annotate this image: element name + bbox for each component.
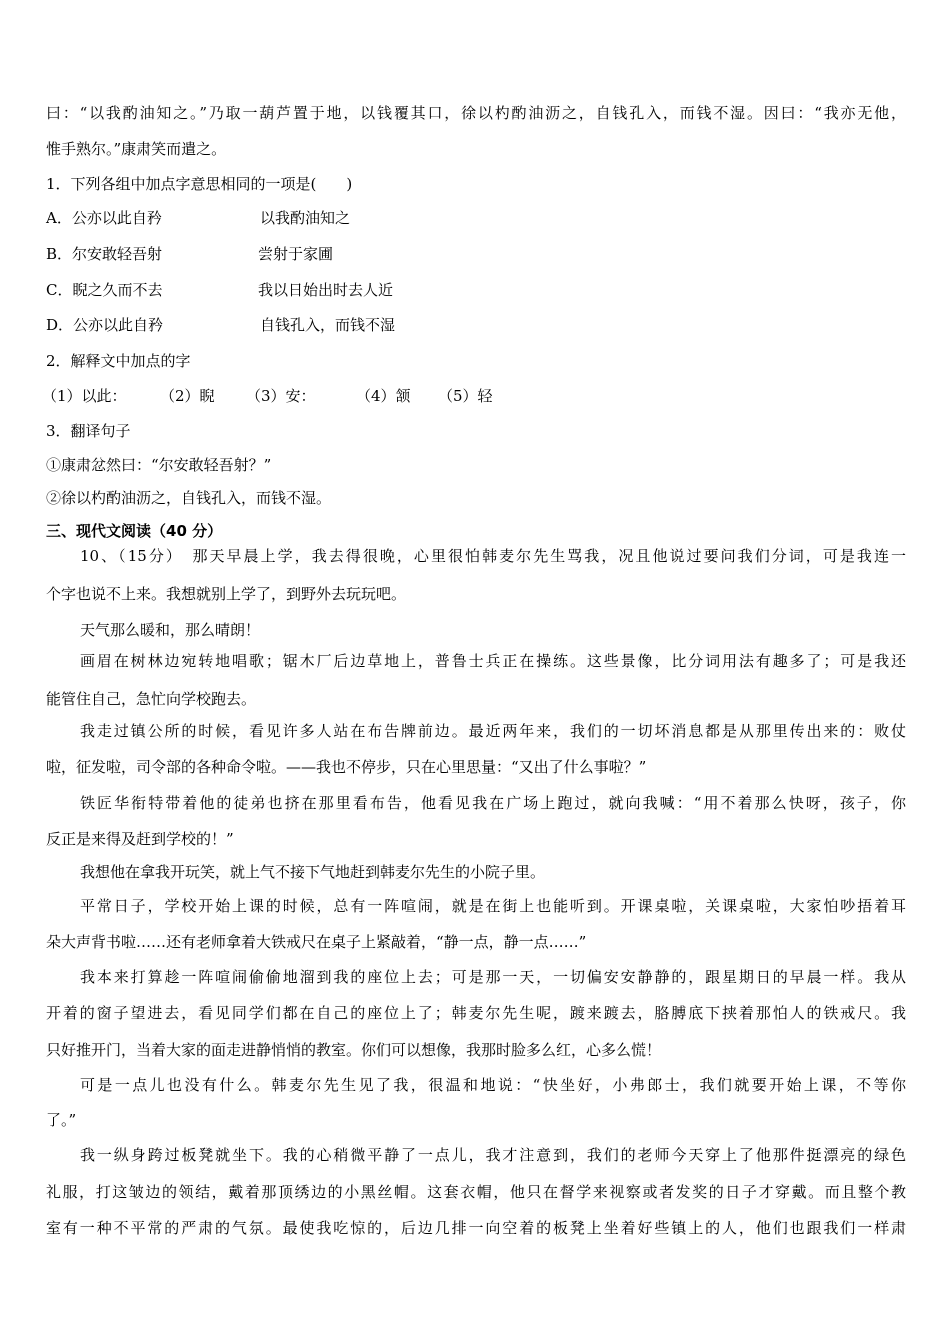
question-2-stem: 2．解释文中加点的字 [46,352,191,370]
passage-line: 开着的窗子望进去，看见同学们都在自己的座位上了；韩麦尔先生呢，踱来踱去，胳膊底下挟着那怕人的铁戒尺。我 [46,1004,906,1022]
passage-line: 可是一点儿也没有什么。韩麦尔先生见了我，很温和地说：“快坐好，小弗郎士，我们就要开始上课，不等你 [80,1076,906,1094]
passage-line: 铁匠华衔特带着他的徒弟也挤在那里看布告，他看见我在广场上跑过，就向我喊：“用不着那么快呀，孩子，你 [80,794,906,812]
passage-line: 朵大声背书啦……还有老师拿着大铁戒尺在桌子上紧敲着，“静一点，静一点……” [46,933,587,951]
gloss-item: （4）颔 [356,387,411,405]
q2-gloss-items [42,386,902,406]
passage-line: 平常日子，学校开始上课的时候，总有一阵喧闹，就是在街上也能听到。开课桌啦，关课桌啦，大家怕吵捂着耳 [80,897,906,915]
passage-line: 能管住自己，急忙向学校跑去。 [46,690,257,708]
q3-sentence-1: ①康肃忿然曰：“尔安敢轻吾射？” [46,456,272,474]
q1-option-b [46,244,906,264]
passage-line: 画眉在树林边宛转地唱歌；锯木厂后边草地上，普鲁士兵正在操练。这些景像，比分词用法有趣多了；可是我还 [80,652,906,670]
passage-line: 我一纵身跨过板凳就坐下。我的心稍微平静了一点儿，我才注意到，我们的老师今天穿上了他那件挺漂亮的绿色 [80,1146,906,1164]
classical-text-line: 惟手熟尔。”康肃笑而遣之。 [46,140,227,158]
passage-line: 只好推开门，当着大家的面走进静悄悄的教室。你们可以想像，我那时脸多么红，心多么慌！ [46,1041,662,1059]
passage-line: 我本来打算趁一阵喧闹偷偷地溜到我的座位上去；可是那一天，一切偏安安静静的，跟星期日的早晨一样。我从 [80,968,906,986]
q3-sentence-2: ②徐以杓酌油沥之，自钱孔入，而钱不湿。 [46,489,332,507]
passage-line: 我走过镇公所的时候，看见许多人站在布告牌前边。最近两年来，我们的一切坏消息都是从那里传出来的：败仗 [80,722,906,740]
passage-line: 反正是来得及赶到学校的！” [46,830,234,848]
q1-option-a [46,208,906,228]
option-left: A．公亦以此自矜 [46,209,162,227]
section-heading: 三、现代文阅读（40 分） [46,522,223,540]
classical-text-line: 曰：“以我酌油知之。”乃取一葫芦置于地，以钱覆其口，徐以杓酌油沥之，自钱孔入，而钱不湿。因曰：“我亦无他， [46,104,906,122]
option-right: 以我酌油知之 [260,209,351,227]
option-left: C．睨之久而不去 [46,281,163,299]
passage-line: 我想他在拿我开玩笑，就上气不接下气地赶到韩麦尔先生的小院子里。 [80,863,546,881]
question-1-stem: 1．下列各组中加点字意思相同的一项是( ) [46,175,353,193]
option-right: 尝射于家圃 [258,245,334,263]
question-3-stem: 3．翻译句子 [46,422,131,440]
q1-option-d [46,315,906,335]
option-right: 自钱孔入，而钱不湿 [260,316,396,334]
gloss-item: （3）安： [246,387,316,405]
option-left: D．公亦以此自矜 [46,316,164,334]
passage-line: 啦，征发啦，司令部的各种命令啦。——我也不停步，只在心里思量：“又出了什么事啦？” [46,758,647,776]
passage-line: 礼服，打这皱边的领结，戴着那顶绣边的小黑丝帽。这套衣帽，他只在督学来视察或者发奖的日子才穿戴。而且整个教 [46,1183,906,1201]
q1-option-c [46,280,906,300]
passage-line: 天气那么暖和，那么晴朗！ [80,621,261,639]
option-right: 我以日始出时去人近 [258,281,394,299]
passage-line: 10、（15分） 那天早晨上学，我去得很晚，心里很怕韩麦尔先生骂我，况且他说过要问我们分词，可是我连一 [80,547,906,565]
gloss-item: （5）轻 [438,387,493,405]
passage-line: 个字也说不上来。我想就别上学了，到野外去玩玩吧。 [46,585,407,603]
passage-line: 了。” [46,1111,77,1129]
passage-line: 室有一种不平常的严肃的气氛。最使我吃惊的，后边几排一向空着的板凳上坐着好些镇上的人，他们也跟我们一样肃 [46,1219,906,1237]
gloss-item: （2）睨 [160,387,215,405]
gloss-item: （1）以此： [42,387,127,405]
option-left: B．尔安敢轻吾射 [46,245,163,263]
